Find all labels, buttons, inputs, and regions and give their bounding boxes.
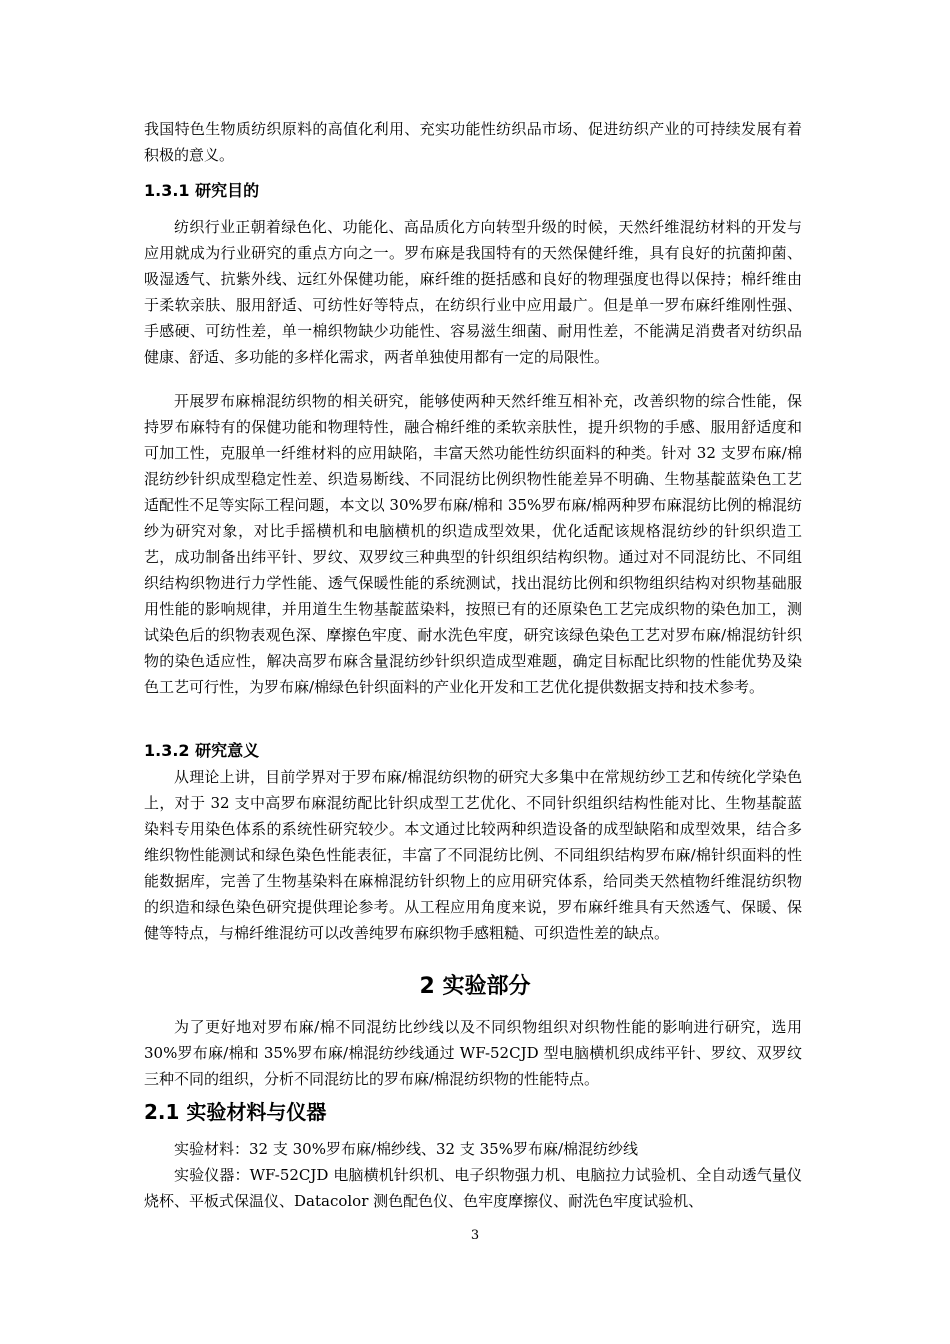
instruments-paragraph: 实验仪器：WF-52CJD 电脑横机针织机、电子织物强力机、电脑拉力试验机、全自动透气量仪烧杯、平板式保温仪、Datacolor 测色配色仪、色牢度摩擦仪、耐洗色牢度试验机、	[144, 1166, 802, 1210]
page-number: 3	[470, 1228, 480, 1243]
section-1-3-1-heading: 1.3.1 研究目的	[144, 181, 260, 200]
chapter-2-heading: 2 实验部分	[419, 974, 531, 999]
materials-line: 实验材料：32 支 30%罗布麻/棉纱线、32 支 35%罗布麻/棉混纺纱线	[174, 1140, 639, 1158]
section-1-3-2-heading: 1.3.2 研究意义	[144, 741, 260, 760]
chapter-2-intro-paragraph: 为了更好地对罗布麻/棉不同混纺比纱线以及不同织物组织对织物性能的影响进行研究，选用 30%罗布麻/棉和 35%罗布麻/棉混纺纱线通过 WF-52CJD 型电脑横机织成纬平针、罗纹、双罗纹三种不同的组织，分析不同混纺比的罗布麻/棉混纺织物的性能特点。	[144, 1018, 802, 1088]
intro-continuation-paragraph: 我国特色生物质纺织原料的高值化利用、充实功能性纺织品市场、促进纺织产业的可持续发展有着积极的意义。	[144, 120, 802, 164]
section-1-3-2-paragraph-1: 从理论上讲，目前学界对于罗布麻/棉混纺织物的研究大多集中在常规纺纱工艺和传统化学染色上，对于 32 支中高罗布麻混纺配比针织成型工艺优化、不同针织组织结构性能对比、生物基靛蓝染料专用染色体系的系统性研究较少。本文通过比较两种织造设备的成型缺陷和成型效果，结合多维织物性能测试和绿色染色性能表征，丰富了不同混纺比例、不同组织结构罗布麻/棉针织面料的性能数据库，完善了生物基染料在麻棉混纺针织物上的应用研究体系，给同类天然植物纤维混纺织物的织造和绿色染色研究提供理论参考。从工程应用角度来说，罗布麻纤维具有天然透气、保暖、保健等特点，与棉纤维混纺可以改善纯罗布麻织物手感粗糙、可织造性差的缺点。	[144, 768, 802, 942]
section-1-3-1-paragraph-2: 开展罗布麻棉混纺织物的相关研究，能够使两种天然纤维互相补充，改善织物的综合性能，保持罗布麻特有的保健功能和物理特性，融合棉纤维的柔软亲肤性，提升织物的手感、服用舒适度和可加工性，克服单一纤维材料的应用缺陷，丰富天然功能性纺织面料的种类。针对 32 支罗布麻/棉混纺纱针织成型稳定性差、织造易断线、不同混纺比例织物性能差异不明确、生物基靛蓝染色工艺适配性不足等实际工程问题，本文以 30%罗布麻/棉和 35%罗布麻/棉两种罗布麻混纺比例的棉混纺纱为研究对象，对比手摇横机和电脑横机的织造成型效果，优化适配该规格混纺纱的针织织造工艺，成功制备出纬平针、罗纹、双罗纹三种典型的针织组织结构织物。通过对不同混纺比、不同组织结构织物进行力学性能、透气保暖性能的系统测试，找出混纺比例和织物组织结构对织物基础服用性能的影响规律，并用道生生物基靛蓝染料，按照已有的还原染色工艺完成织物的染色加工，测试染色后的织物表观色深、摩擦色牢度、耐水洗色牢度，研究该绿色染色工艺对罗布麻/棉混纺针织物的染色适应性，解决高罗布麻含量混纺纱针织织造成型难题，确定目标配比织物的性能优势及染色工艺可行性，为罗布麻/棉绿色针织面料的产业化开发和工艺优化提供数据支持和技术参考。	[144, 392, 802, 696]
section-1-3-1-paragraph-1: 纺织行业正朝着绿色化、功能化、高品质化方向转型升级的时候，天然纤维混纺材料的开发与应用就成为行业研究的重点方向之一。罗布麻是我国特有的天然保健纤维，具有良好的抗菌抑菌、吸湿透气、抗紫外线、远红外保健功能，麻纤维的挺括感和良好的物理强度也得以保持；棉纤维由于柔软亲肤、服用舒适、可纺性好等特点，在纺织行业中应用最广。但是单一罗布麻纤维刚性强、手感硬、可纺性差，单一棉织物缺少功能性、容易滋生细菌、耐用性差，不能满足消费者对纺织品健康、舒适、多功能的多样化需求，两者单独使用都有一定的局限性。	[144, 218, 802, 366]
section-2-1-heading: 2.1 实验材料与仪器	[144, 1100, 327, 1124]
